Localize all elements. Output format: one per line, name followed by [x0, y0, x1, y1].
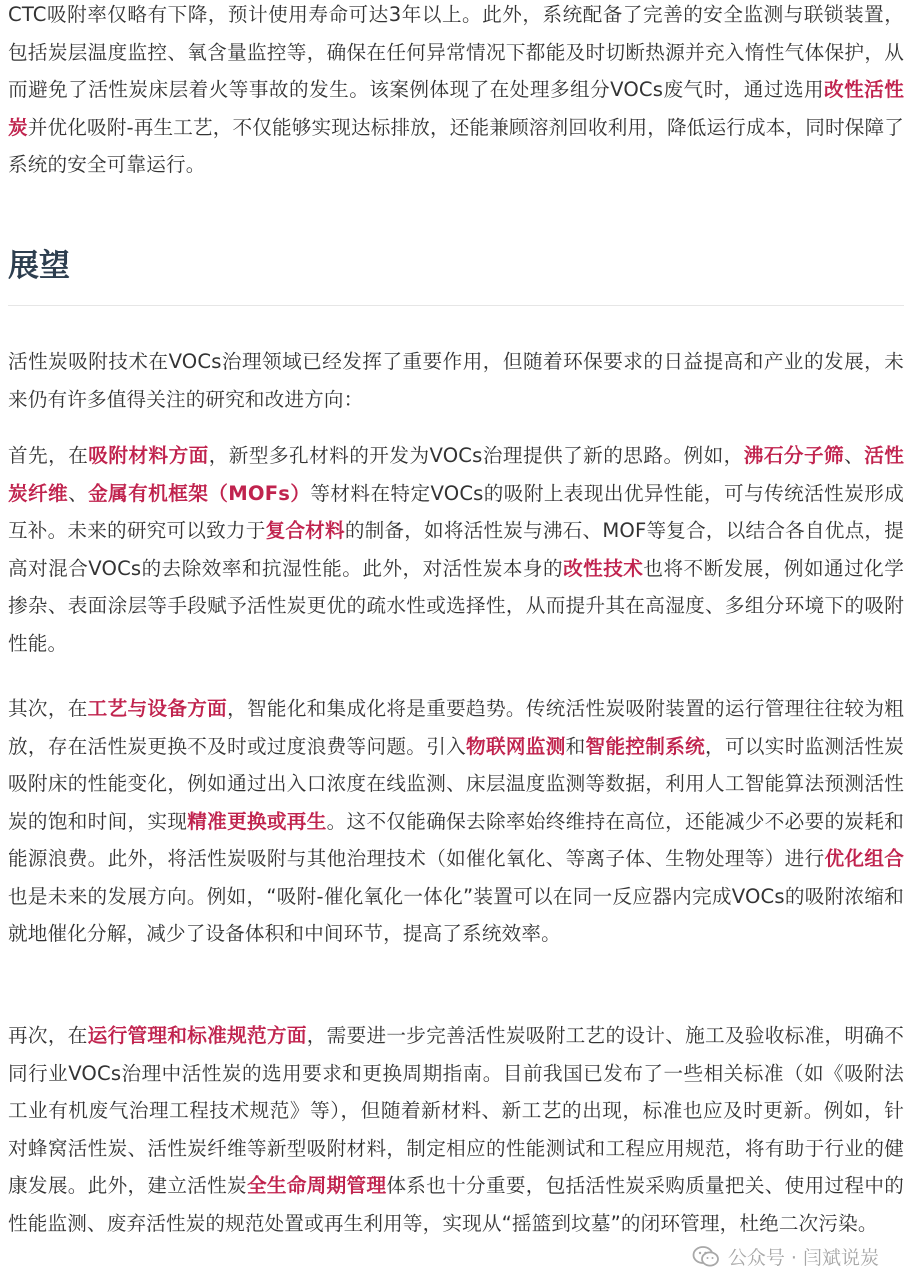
text-segment: 再次，在 — [8, 1024, 88, 1047]
wechat-icon — [692, 1245, 720, 1269]
paragraph-adsorption-materials — [8, 437, 904, 662]
text-segment: 首先，在 — [8, 444, 89, 467]
highlighted-term: 优化组合 — [824, 847, 904, 870]
section-heading: 展望 — [8, 248, 70, 284]
text-segment: 也是未来的发展方向。例如，“吸附-催化氧化一体化”装置可以在同一反应器内完成VOCs的吸附浓缩和就地催化分解，减少了设备体积和中间环节，提高了系统效率。 — [8, 884, 904, 945]
text-segment: 其次，在 — [8, 697, 88, 720]
paragraph-case-summary — [8, 0, 904, 184]
highlighted-term: 全生命周期管理 — [246, 1174, 387, 1197]
text-segment: 体系也十分重要，包括活性炭采购质量把关、使用过程中的性能监测、废弃活性炭的规范处置或再生利用等，实现从“摇篮到坟墓”的闭环管理，杜绝二次污染。 — [8, 1174, 904, 1235]
paragraph-standards-management — [8, 1017, 904, 1242]
highlighted-term: 物联网监测 — [466, 734, 566, 758]
highlighted-term: 金属有机框架（MOFs） — [88, 481, 311, 505]
highlighted-term: 沸石分子筛 — [743, 444, 845, 467]
text-segment: 活性炭吸附技术在VOCs治理领域已经发挥了重要作用，但随着环保要求的日益提高和产业的发展，未来仍有许多值得关注的研究和改进方向： — [8, 350, 904, 411]
paragraph-process-equipment — [8, 690, 904, 953]
text-segment: CTC吸附率仅略有下降，预计使用寿命可达3年以上。此外，系统配备了完善的安全监测与联锁装置，包括炭层温度监控、氧含量监控等，确保在任何异常情况下都能及时切断热源并充入惰性气体保护，从而避免了活性炭床层着火等事故的发生。该案例体现了在处理多组分VOCs废气时，通过选用 — [8, 3, 904, 101]
highlighted-term: 工艺与设备方面 — [87, 697, 228, 720]
text-segment: 的制备，如将活性炭与沸石、MOF等复合，以结合各自优点，提高对混合VOCs的去除效率和抗湿性能。此外，对活性炭本身的 — [8, 519, 904, 580]
text-segment: 。这不仅能确保去除率始终维持在高位，还能减少不必要的炭耗和能源浪费。此外，将活性炭吸附与其他治理技术（如催化氧化、等离子体、生物处理等）进行 — [8, 809, 904, 870]
highlighted-term: 活性炭纤维 — [8, 444, 905, 505]
highlighted-term: 复合材料 — [265, 519, 345, 542]
text-segment: ，可以实时监测活性炭吸附床的性能变化，例如通过出入口浓度在线监测、床层温度监测等数据，利用人工智能算法预测活性炭的饱和时间，实现 — [8, 734, 905, 833]
text-segment: 也将不断发展，例如通过化学掺杂、表面涂层等手段赋予活性炭更优的疏水性或选择性，从而提升其在高湿度、多组分环境下的吸附性能。 — [8, 556, 904, 655]
highlighted-term: 改性技术 — [563, 556, 644, 580]
highlighted-term: 智能控制系统 — [585, 734, 706, 758]
text-segment: ，智能化和集成化将是重要趋势。传统活性炭吸附装置的运行管理往往较为粗放，存在活性炭更换不及时或过度浪费等问题。引入 — [8, 697, 904, 758]
text-segment: ，需要进一步完善活性炭吸附工艺的设计、施工及验收标准，明确不同行业VOCs治理中活性炭的选用要求和更换周期指南。目前我国已发布了一些相关标准（如《吸附法工业有机废气治理工程技术规范》等），但随着新材料、新工艺的出现，标准也应及时更新。例如，针对蜂窝活性炭、活性炭纤维等新型吸附材料，制定相应的性能测试和工程应用规范，将有助于行业的健康发展。此外，建立活性炭 — [8, 1024, 904, 1197]
section-divider — [8, 305, 904, 306]
text-segment: ，新型多孔材料的开发为VOCs治理提供了新的思路。例如， — [208, 444, 744, 467]
text-segment: 等材料在特定VOCs的吸附上表现出优异性能，可与传统活性炭形成互补。未来的研究可以致力于 — [8, 481, 904, 542]
text-segment: 并优化吸附-再生工艺，不仅能够实现达标排放，还能兼顾溶剂回收利用，降低运行成本，同时保障了系统的安全可靠运行。 — [8, 115, 904, 176]
text-segment: 和 — [565, 734, 586, 758]
highlighted-term: 精准更换或再生 — [187, 809, 327, 833]
text-segment: 、 — [68, 481, 89, 505]
highlighted-term: 吸附材料方面 — [88, 444, 209, 467]
highlighted-term: 运行管理和标准规范方面 — [87, 1024, 307, 1047]
account-watermark — [688, 1241, 883, 1272]
text-segment: 、 — [844, 444, 865, 467]
highlighted-term: 改性活性炭 — [8, 78, 904, 139]
paragraph-outlook-intro — [8, 343, 904, 418]
watermark-text: 公众号 · 闫斌说炭 — [727, 1247, 879, 1269]
